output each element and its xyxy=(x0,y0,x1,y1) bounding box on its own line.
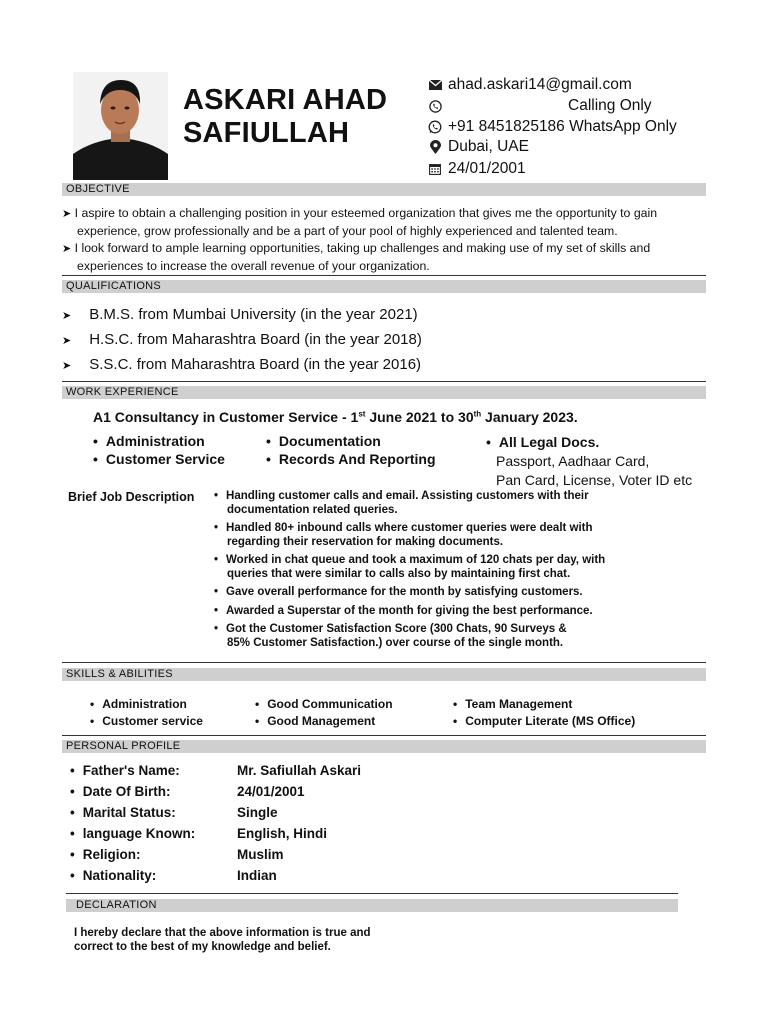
profile-value: Indian xyxy=(237,868,277,883)
qualifications-list xyxy=(62,303,422,378)
arrow-bullet-icon: ➤ xyxy=(62,360,72,372)
candidate-name: ASKARI AHAD SAFIULLAH xyxy=(183,84,388,149)
profile-value: Mr. Safiullah Askari xyxy=(237,763,362,778)
skills-col-1 xyxy=(90,696,203,730)
skills-col-3 xyxy=(453,696,635,730)
qualification-item: ➤ B.M.S. from Mumbai University (in the year 2021) xyxy=(62,306,418,323)
profile-value: English, Hindi xyxy=(237,826,327,841)
legal-docs-line: Pan Card, License, Voter ID etc xyxy=(496,472,693,488)
declaration-text: I hereby declare that the above information is true and correct to the best of my knowledge and belief. xyxy=(74,927,371,953)
section-work-experience: WORK EXPERIENCE xyxy=(62,386,706,399)
duties-col-3 xyxy=(486,433,692,490)
profile-values xyxy=(237,760,361,886)
skill-item: • Good Management xyxy=(255,713,393,730)
brief-item: • Handled 80+ inbound calls where customer queries were dealt with regarding their reservation for making documents. xyxy=(214,522,593,548)
section-divider xyxy=(66,893,678,894)
duties-col-2 xyxy=(266,432,436,468)
brief-job-label: Brief Job Description xyxy=(68,490,195,504)
qualification-item: ➤ H.S.C. from Maharashtra Board (in the year 2018) xyxy=(62,331,422,348)
duty-item: • Documentation xyxy=(266,432,436,450)
location-text: Dubai, UAE xyxy=(448,138,529,155)
location-pin-icon xyxy=(428,140,442,154)
skill-item: • Computer Literate (MS Office) xyxy=(453,713,635,730)
profile-value: Single xyxy=(237,805,278,820)
profile-label: • Nationality: xyxy=(70,865,195,886)
qualification-item: ➤ S.S.C. from Maharashtra Board (in the year 2016) xyxy=(62,356,422,373)
section-divider xyxy=(62,735,706,736)
section-qualifications: QUALIFICATIONS xyxy=(62,280,706,293)
arrow-bullet-icon: ➤ xyxy=(62,243,72,255)
section-declaration: DECLARATION xyxy=(66,899,678,912)
duty-item: • Records And Reporting xyxy=(266,450,436,468)
duties-col-1 xyxy=(93,432,225,468)
arrow-bullet-icon: ➤ xyxy=(62,310,72,322)
dob-text: 24/01/2001 xyxy=(448,160,526,177)
section-personal-profile: PERSONAL PROFILE xyxy=(62,740,706,753)
profile-label: • Father's Name: xyxy=(70,760,195,781)
brief-item: • Handling customer calls and email. Assisting customers with their documentation related queries. xyxy=(214,490,589,516)
arrow-bullet-icon: ➤ xyxy=(62,335,72,347)
whatsapp-text: +91 8451825186 WhatsApp Only xyxy=(448,118,677,135)
skill-item: • Team Management xyxy=(453,696,635,713)
contact-calling xyxy=(428,97,652,115)
whatsapp-icon xyxy=(428,120,442,134)
section-divider xyxy=(62,381,706,382)
profile-label: • Date Of Birth: xyxy=(70,781,195,802)
profile-labels xyxy=(70,760,195,886)
profile-value: 24/01/2001 xyxy=(237,784,305,799)
duty-item: • Customer Service xyxy=(93,450,225,468)
skill-item: • Administration xyxy=(90,696,203,713)
brief-job-list xyxy=(214,490,674,650)
profile-label: • Marital Status: xyxy=(70,802,195,823)
job-title: A1 Consultancy in Customer Service - 1st June 2021 to 30th January 2023. xyxy=(93,409,578,425)
contact-email xyxy=(428,76,632,94)
phone-icon xyxy=(428,99,442,113)
contact-whatsapp xyxy=(428,118,677,136)
section-skills: SKILLS & ABILITIES xyxy=(62,668,706,681)
calendar-icon xyxy=(428,162,442,176)
section-divider xyxy=(62,662,706,663)
profile-photo xyxy=(73,72,168,180)
contact-location xyxy=(428,138,529,156)
objective-item: ➤ I look forward to ample learning opportunities, taking up challenges and making use of my set of skills and experiences to increase the overall revenue of your organization. xyxy=(62,241,651,273)
skills-col-2 xyxy=(255,696,393,730)
objective-list xyxy=(62,205,712,275)
objective-item: ➤ I aspire to obtain a challenging position in your esteemed organization that gives me the opportunity to gain experience, grow professionally and be a part of your pool of highly experienced and talented team. xyxy=(62,206,658,238)
calling-text: Calling Only xyxy=(568,97,652,114)
arrow-bullet-icon: ➤ xyxy=(62,208,72,220)
skill-item: • Customer service xyxy=(90,713,203,730)
profile-label: • Religion: xyxy=(70,844,195,865)
duty-item: • Administration xyxy=(93,432,225,450)
email-text: ahad.askari14@gmail.com xyxy=(448,76,632,93)
section-objective: OBJECTIVE xyxy=(62,183,706,196)
skill-item: • Good Communication xyxy=(255,696,393,713)
duty-item: • All Legal Docs. xyxy=(486,433,692,452)
section-divider xyxy=(62,275,706,276)
brief-item: • Gave overall performance for the month by satisfying customers. xyxy=(214,586,583,598)
profile-label: • language Known: xyxy=(70,823,195,844)
brief-item: • Worked in chat queue and took a maximum of 120 chats per day, with queries that were similar to calls also by maintaining first chat. xyxy=(214,554,606,580)
contact-dob xyxy=(428,160,526,178)
brief-item: • Awarded a Superstar of the month for giving the best performance. xyxy=(214,604,593,617)
legal-docs-line: Passport, Aadhaar Card, xyxy=(496,453,650,469)
profile-value: Muslim xyxy=(237,847,284,862)
envelope-icon xyxy=(428,78,442,92)
brief-item: • Got the Customer Satisfaction Score (300 Chats, 90 Surveys & 85% Customer Satisfaction.) over course of the single month. xyxy=(214,623,567,649)
